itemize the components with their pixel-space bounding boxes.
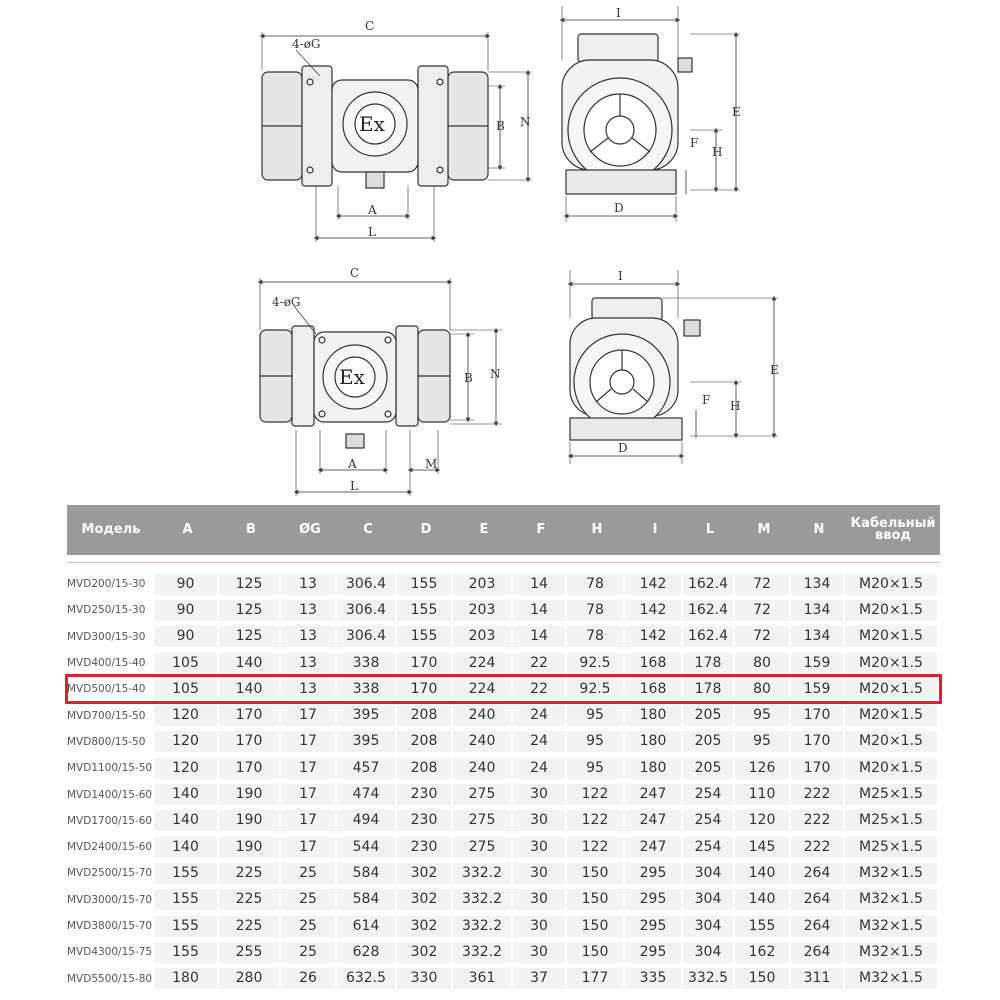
table-row <box>67 834 940 860</box>
value-cell: 338 <box>337 653 395 674</box>
value-cell: 264 <box>791 889 843 910</box>
value-cell: 205 <box>683 731 733 752</box>
value-cell: 168 <box>625 653 681 674</box>
table-row-highlighted <box>67 676 940 702</box>
value-cell: M20×1.5 <box>845 574 937 595</box>
value-cell: 105 <box>154 653 217 674</box>
value-cell: 295 <box>625 942 681 963</box>
value-cell: 162.4 <box>683 574 733 595</box>
header-cell: F <box>536 522 546 537</box>
value-cell: 332.2 <box>453 942 511 963</box>
value-cell: 302 <box>397 889 451 910</box>
table-row <box>67 624 940 650</box>
header-cell: C <box>363 522 373 537</box>
value-cell: 25 <box>281 942 335 963</box>
value-cell: 247 <box>625 784 681 805</box>
value-cell: 150 <box>567 863 623 884</box>
value-cell: 230 <box>397 810 451 831</box>
value-cell: 122 <box>567 837 623 858</box>
value-cell: 90 <box>154 626 217 647</box>
value-cell: 150 <box>567 889 623 910</box>
value-cell: 240 <box>453 758 511 779</box>
value-cell: 159 <box>791 679 843 700</box>
label-i-2: I <box>618 269 623 283</box>
value-cell: 240 <box>453 705 511 726</box>
table-row <box>67 965 940 991</box>
value-cell: M25×1.5 <box>845 810 937 831</box>
header-divider <box>67 555 940 571</box>
label-n: N <box>520 115 531 129</box>
value-cell: 361 <box>453 968 511 989</box>
value-cell: 80 <box>735 653 789 674</box>
value-cell: M20×1.5 <box>845 626 937 647</box>
value-cell: M20×1.5 <box>845 600 937 621</box>
value-cell: 140 <box>219 679 279 700</box>
model-cell: MVD4300/15-75 <box>67 946 153 959</box>
value-cell: 150 <box>735 968 789 989</box>
header-cell: D <box>420 522 432 537</box>
value-cell: 295 <box>625 916 681 937</box>
value-cell: 95 <box>567 758 623 779</box>
value-cell: 170 <box>397 653 451 674</box>
value-cell: M25×1.5 <box>845 837 937 858</box>
value-cell: 17 <box>281 837 335 858</box>
value-cell: M32×1.5 <box>845 889 937 910</box>
value-cell: 180 <box>625 705 681 726</box>
table-row <box>67 729 940 755</box>
table-row <box>67 808 940 834</box>
value-cell: 125 <box>219 600 279 621</box>
value-cell: 311 <box>791 968 843 989</box>
label-g-2: 4-øG <box>272 295 301 309</box>
value-cell: 170 <box>791 731 843 752</box>
value-cell: 614 <box>337 916 395 937</box>
value-cell: 332.2 <box>453 863 511 884</box>
table-body <box>67 571 940 992</box>
value-cell: 306.4 <box>337 600 395 621</box>
table-row <box>67 781 940 807</box>
value-cell: 304 <box>683 916 733 937</box>
value-cell: 14 <box>513 600 565 621</box>
label-f-2: F <box>702 393 711 407</box>
value-cell: 474 <box>337 784 395 805</box>
value-cell: 584 <box>337 889 395 910</box>
value-cell: 280 <box>219 968 279 989</box>
value-cell: 140 <box>154 837 217 858</box>
value-cell: 162.4 <box>683 600 733 621</box>
value-cell: 295 <box>625 889 681 910</box>
header-cell: N <box>813 522 825 537</box>
value-cell: 13 <box>281 626 335 647</box>
value-cell: 395 <box>337 731 395 752</box>
table-row <box>67 887 940 913</box>
value-cell: 208 <box>397 758 451 779</box>
value-cell: M32×1.5 <box>845 863 937 884</box>
value-cell: 150 <box>567 916 623 937</box>
value-cell: 17 <box>281 784 335 805</box>
label-l-2: L <box>350 479 358 493</box>
label-h-2: H <box>730 399 741 413</box>
value-cell: 125 <box>219 574 279 595</box>
value-cell: 302 <box>397 942 451 963</box>
table-row <box>67 571 940 597</box>
value-cell: 30 <box>513 784 565 805</box>
value-cell: 142 <box>625 574 681 595</box>
value-cell: M25×1.5 <box>845 784 937 805</box>
value-cell: 134 <box>791 574 843 595</box>
value-cell: 17 <box>281 810 335 831</box>
value-cell: 203 <box>453 626 511 647</box>
value-cell: 155 <box>397 626 451 647</box>
value-cell: M20×1.5 <box>845 731 937 752</box>
value-cell: 72 <box>735 600 789 621</box>
value-cell: 190 <box>219 837 279 858</box>
value-cell: 178 <box>683 679 733 700</box>
value-cell: 17 <box>281 731 335 752</box>
value-cell: 105 <box>154 679 217 700</box>
value-cell: 22 <box>513 679 565 700</box>
label-d-2: D <box>618 441 628 455</box>
label-b: B <box>496 119 505 133</box>
value-cell: M32×1.5 <box>845 968 937 989</box>
value-cell: 134 <box>791 600 843 621</box>
value-cell: 180 <box>154 968 217 989</box>
table-header <box>67 505 940 555</box>
value-cell: 330 <box>397 968 451 989</box>
value-cell: 24 <box>513 731 565 752</box>
value-cell: 14 <box>513 574 565 595</box>
value-cell: 120 <box>154 731 217 752</box>
value-cell: 180 <box>625 731 681 752</box>
value-cell: 275 <box>453 810 511 831</box>
value-cell: 24 <box>513 705 565 726</box>
value-cell: 162 <box>735 942 789 963</box>
label-l: L <box>368 225 376 239</box>
value-cell: 30 <box>513 863 565 884</box>
value-cell: 178 <box>683 653 733 674</box>
label-e-2: E <box>770 363 779 377</box>
model-cell: MVD250/15-30 <box>67 604 146 617</box>
value-cell: 155 <box>397 574 451 595</box>
value-cell: 254 <box>683 837 733 858</box>
value-cell: 302 <box>397 863 451 884</box>
value-cell: 120 <box>735 810 789 831</box>
value-cell: 205 <box>683 758 733 779</box>
value-cell: 247 <box>625 810 681 831</box>
value-cell: 332.2 <box>453 916 511 937</box>
value-cell: 25 <box>281 863 335 884</box>
side-view-bottom <box>570 270 778 464</box>
value-cell: 30 <box>513 837 565 858</box>
model-cell: MVD800/15-50 <box>67 735 146 748</box>
label-e: E <box>732 105 741 119</box>
value-cell: 30 <box>513 942 565 963</box>
value-cell: M20×1.5 <box>845 653 937 674</box>
header-cell: I <box>652 522 658 537</box>
model-cell: MVD1400/15-60 <box>67 788 153 801</box>
header-cell: Модель <box>81 522 141 537</box>
value-cell: 110 <box>735 784 789 805</box>
value-cell: 80 <box>735 679 789 700</box>
value-cell: 125 <box>219 626 279 647</box>
side-view-top <box>562 6 740 222</box>
value-cell: 95 <box>567 705 623 726</box>
value-cell: 72 <box>735 574 789 595</box>
value-cell: 92.5 <box>567 679 623 700</box>
header-cell: H <box>591 522 603 537</box>
header-cell: L <box>705 522 715 537</box>
value-cell: 159 <box>791 653 843 674</box>
value-cell: 25 <box>281 889 335 910</box>
model-cell: MVD3800/15-70 <box>67 920 153 932</box>
value-cell: 170 <box>791 758 843 779</box>
value-cell: 304 <box>683 889 733 910</box>
table-row <box>67 939 940 965</box>
value-cell: 302 <box>397 916 451 937</box>
value-cell: 30 <box>513 889 565 910</box>
model-cell: MVD300/15-30 <box>67 630 146 643</box>
value-cell: 180 <box>625 758 681 779</box>
value-cell: 208 <box>397 705 451 726</box>
value-cell: 17 <box>281 705 335 726</box>
value-cell: 203 <box>453 574 511 595</box>
value-cell: 190 <box>219 810 279 831</box>
value-cell: 126 <box>735 758 789 779</box>
label-g: 4-øG <box>292 37 321 51</box>
value-cell: 225 <box>219 916 279 937</box>
value-cell: 95 <box>735 731 789 752</box>
model-cell: MVD200/15-30 <box>67 578 146 591</box>
model-cell: MVD2500/15-70 <box>67 867 153 880</box>
value-cell: 140 <box>219 653 279 674</box>
value-cell: 155 <box>154 916 217 937</box>
value-cell: 78 <box>567 574 623 595</box>
value-cell: 155 <box>154 863 217 884</box>
table-row <box>67 702 940 728</box>
label-a-2: A <box>348 457 357 471</box>
value-cell: 95 <box>735 705 789 726</box>
value-cell: 230 <box>397 784 451 805</box>
label-f: F <box>690 136 699 150</box>
value-cell: 150 <box>567 942 623 963</box>
value-cell: 544 <box>337 837 395 858</box>
value-cell: 225 <box>219 889 279 910</box>
value-cell: 140 <box>735 863 789 884</box>
table-row <box>67 597 940 623</box>
header-cell: Кабельный ввод <box>850 516 936 543</box>
value-cell: 140 <box>154 784 217 805</box>
value-cell: 170 <box>791 705 843 726</box>
value-cell: 584 <box>337 863 395 884</box>
header-cell: A <box>182 522 193 537</box>
value-cell: 25 <box>281 916 335 937</box>
label-b-2: B <box>464 371 473 385</box>
label-c-2: C <box>350 266 360 280</box>
value-cell: 162.4 <box>683 626 733 647</box>
value-cell: 335 <box>625 968 681 989</box>
label-i: I <box>616 6 621 20</box>
value-cell: 13 <box>281 679 335 700</box>
header-cell: ØG <box>299 522 321 537</box>
value-cell: 155 <box>397 600 451 621</box>
value-cell: 13 <box>281 574 335 595</box>
value-cell: 155 <box>154 889 217 910</box>
value-cell: 155 <box>154 942 217 963</box>
value-cell: 78 <box>567 626 623 647</box>
value-cell: 90 <box>154 600 217 621</box>
header-cell: E <box>479 522 489 537</box>
value-cell: 632.5 <box>337 968 395 989</box>
value-cell: 168 <box>625 679 681 700</box>
value-cell: 72 <box>735 626 789 647</box>
value-cell: 203 <box>453 600 511 621</box>
spec-table <box>67 505 940 992</box>
value-cell: 222 <box>791 837 843 858</box>
value-cell: 24 <box>513 758 565 779</box>
table-row <box>67 860 940 886</box>
model-cell: MVD500/15-40 <box>67 683 146 696</box>
value-cell: 304 <box>683 942 733 963</box>
value-cell: 254 <box>683 784 733 805</box>
value-cell: M32×1.5 <box>845 942 937 963</box>
value-cell: 222 <box>791 784 843 805</box>
value-cell: 338 <box>337 679 395 700</box>
value-cell: M20×1.5 <box>845 705 937 726</box>
value-cell: 306.4 <box>337 574 395 595</box>
value-cell: 78 <box>567 600 623 621</box>
value-cell: 254 <box>683 810 733 831</box>
value-cell: 120 <box>154 705 217 726</box>
value-cell: 155 <box>735 916 789 937</box>
value-cell: 225 <box>219 863 279 884</box>
value-cell: 247 <box>625 837 681 858</box>
value-cell: 142 <box>625 626 681 647</box>
value-cell: M20×1.5 <box>845 758 937 779</box>
value-cell: 494 <box>337 810 395 831</box>
value-cell: 332.5 <box>683 968 733 989</box>
value-cell: M32×1.5 <box>845 916 937 937</box>
value-cell: 628 <box>337 942 395 963</box>
model-cell: MVD2400/15-60 <box>67 841 153 854</box>
model-cell: MVD3000/15-70 <box>67 893 153 906</box>
value-cell: 190 <box>219 784 279 805</box>
value-cell: 224 <box>453 653 511 674</box>
value-cell: 170 <box>219 731 279 752</box>
value-cell: 37 <box>513 968 565 989</box>
header-cell: B <box>246 522 256 537</box>
label-h: H <box>712 145 723 159</box>
model-cell: MVD5500/15-80 <box>67 972 153 985</box>
value-cell: 142 <box>625 600 681 621</box>
value-cell: 332.2 <box>453 889 511 910</box>
label-a: A <box>368 203 377 217</box>
model-cell: MVD400/15-40 <box>67 657 146 670</box>
value-cell: 13 <box>281 600 335 621</box>
value-cell: 264 <box>791 916 843 937</box>
value-cell: 395 <box>337 705 395 726</box>
value-cell: 92.5 <box>567 653 623 674</box>
value-cell: 26 <box>281 968 335 989</box>
front-view-top <box>262 32 532 242</box>
value-cell: 17 <box>281 758 335 779</box>
table-row <box>67 650 940 676</box>
value-cell: 122 <box>567 810 623 831</box>
value-cell: 170 <box>219 758 279 779</box>
value-cell: 224 <box>453 679 511 700</box>
value-cell: 264 <box>791 863 843 884</box>
value-cell: 170 <box>219 705 279 726</box>
value-cell: 230 <box>397 837 451 858</box>
label-c: C <box>365 19 375 33</box>
value-cell: 90 <box>154 574 217 595</box>
label-d: D <box>614 201 624 215</box>
label-m-2: M <box>425 457 438 471</box>
value-cell: 134 <box>791 626 843 647</box>
front-view-bottom <box>260 278 502 496</box>
value-cell: 170 <box>397 679 451 700</box>
value-cell: 14 <box>513 626 565 647</box>
header-cell: M <box>757 522 771 537</box>
value-cell: 22 <box>513 653 565 674</box>
value-cell: 145 <box>735 837 789 858</box>
value-cell: 205 <box>683 705 733 726</box>
value-cell: 275 <box>453 784 511 805</box>
table-row <box>67 913 940 939</box>
value-cell: 264 <box>791 942 843 963</box>
value-cell: 140 <box>154 810 217 831</box>
value-cell: 457 <box>337 758 395 779</box>
value-cell: 140 <box>735 889 789 910</box>
value-cell: 304 <box>683 863 733 884</box>
model-cell: MVD1100/15-50 <box>67 762 153 775</box>
label-n-2: N <box>490 367 501 381</box>
value-cell: 177 <box>567 968 623 989</box>
value-cell: 275 <box>453 837 511 858</box>
value-cell: 255 <box>219 942 279 963</box>
value-cell: 13 <box>281 653 335 674</box>
value-cell: 306.4 <box>337 626 395 647</box>
model-cell: MVD700/15-50 <box>67 709 146 722</box>
value-cell: 95 <box>567 731 623 752</box>
value-cell: M20×1.5 <box>845 679 937 700</box>
value-cell: 222 <box>791 810 843 831</box>
value-cell: 240 <box>453 731 511 752</box>
ex-mark: Ex <box>359 112 385 136</box>
value-cell: 208 <box>397 731 451 752</box>
value-cell: 122 <box>567 784 623 805</box>
value-cell: 30 <box>513 916 565 937</box>
ex-mark-2: Ex <box>339 365 365 389</box>
value-cell: 30 <box>513 810 565 831</box>
model-cell: MVD1700/15-60 <box>67 814 153 827</box>
value-cell: 120 <box>154 758 217 779</box>
table-row <box>67 755 940 781</box>
value-cell: 295 <box>625 863 681 884</box>
